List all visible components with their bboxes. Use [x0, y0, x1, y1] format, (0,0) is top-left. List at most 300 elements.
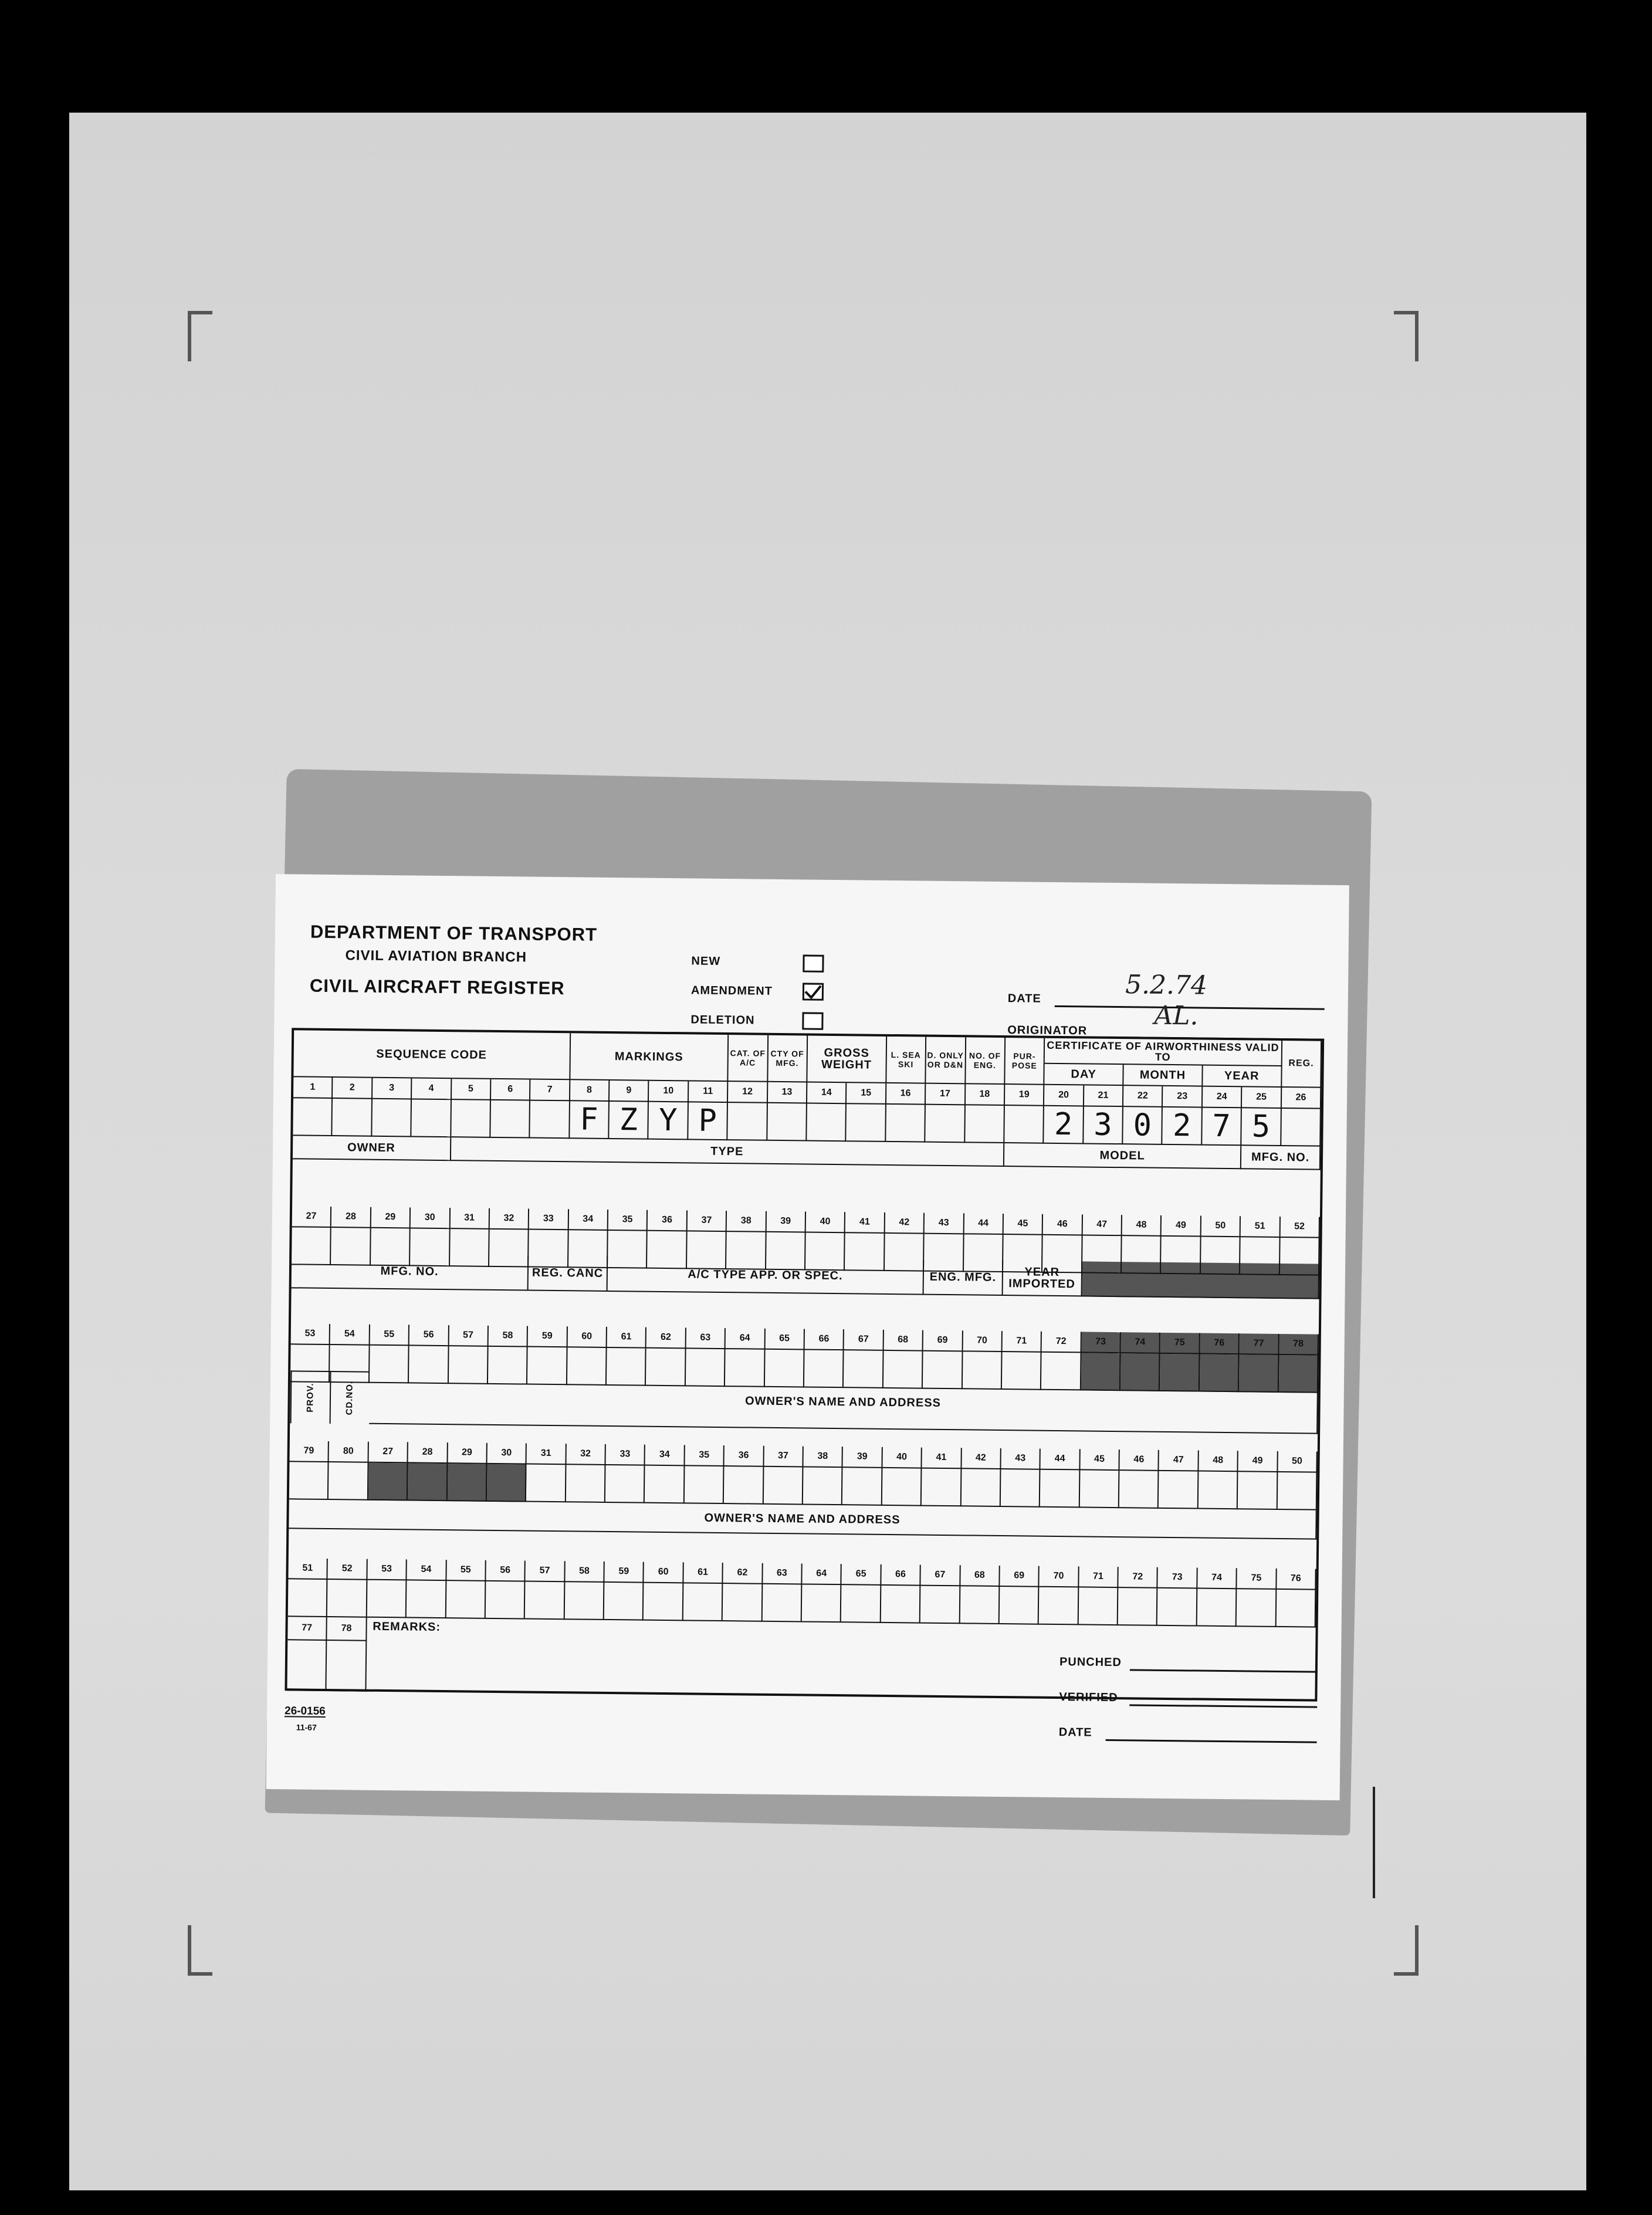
col-number: 67 [920, 1565, 960, 1587]
table-cell[interactable] [530, 1101, 570, 1139]
table-cell[interactable] [803, 1467, 843, 1505]
verified-label: VERIFIED [1059, 1691, 1118, 1705]
table-cell [408, 1463, 448, 1501]
col-number: 74 [1121, 1332, 1161, 1354]
col-number: 17 [926, 1084, 966, 1106]
table-cell[interactable] [687, 1231, 727, 1269]
col-number: 19 [1005, 1085, 1045, 1106]
owners-name-header-1: OWNER'S NAME AND ADDRESS [369, 1371, 1318, 1434]
col-number: 61 [607, 1327, 647, 1349]
col-number: 39 [766, 1211, 806, 1233]
month-header: MONTH [1123, 1065, 1203, 1086]
col-number: 40 [806, 1211, 846, 1233]
col-number: 7 [530, 1080, 570, 1102]
mfg-no-header: MFG. NO. [292, 1253, 529, 1291]
footer-date-underline [1106, 1739, 1317, 1743]
col-number: 62 [723, 1563, 763, 1584]
branch-title: CIVIL AVIATION BRANCH [345, 947, 527, 966]
col-number: 21 [1084, 1085, 1124, 1107]
table-cell[interactable] [410, 1228, 450, 1266]
l-sea-ski-header: L. SEA SKI [886, 1037, 926, 1084]
table-cell[interactable]: F [570, 1101, 610, 1139]
col-number: 68 [960, 1565, 1000, 1587]
table-cell[interactable] [370, 1346, 409, 1384]
table-cell[interactable] [922, 1469, 962, 1507]
table-cell[interactable] [1001, 1469, 1041, 1508]
originator-value[interactable]: AL. [1154, 1000, 1199, 1031]
table-cell[interactable] [525, 1582, 565, 1620]
col-number: 32 [490, 1208, 530, 1230]
table-cell[interactable] [567, 1347, 607, 1386]
table-cell[interactable] [764, 1350, 804, 1388]
option-new-label: NEW [691, 954, 721, 968]
table-cell[interactable] [293, 1098, 333, 1136]
col-number: 32 [566, 1444, 606, 1465]
table-cell[interactable]: 5 [1241, 1108, 1281, 1146]
table-cell[interactable] [1118, 1588, 1158, 1626]
verified-underline [1129, 1704, 1317, 1708]
col-number: 75 [1160, 1333, 1200, 1354]
department-title: DEPARTMENT OF TRANSPORT [310, 921, 598, 945]
table-cell[interactable] [290, 1344, 330, 1383]
table-cell[interactable]: 0 [1123, 1107, 1163, 1145]
table-cell[interactable] [1161, 1237, 1201, 1275]
table-cell[interactable] [763, 1467, 803, 1505]
model-header: MODEL [1004, 1143, 1242, 1169]
table-cell[interactable] [1040, 1470, 1080, 1508]
table-cell[interactable] [1039, 1587, 1079, 1625]
col-number: 42 [962, 1448, 1001, 1469]
table-cell [1200, 1354, 1240, 1393]
table-cell[interactable] [1199, 1472, 1238, 1510]
col-number: 34 [568, 1209, 608, 1231]
col-number: 47 [1082, 1214, 1122, 1236]
col-number: 66 [881, 1564, 921, 1586]
table-cell[interactable] [883, 1351, 923, 1389]
table-cell[interactable]: Y [649, 1102, 689, 1140]
col-number: 22 [1123, 1086, 1163, 1108]
table-cell[interactable] [1002, 1352, 1042, 1390]
table-cell[interactable] [1122, 1236, 1162, 1274]
col-number: 52 [1280, 1217, 1320, 1238]
table-cell[interactable] [886, 1105, 926, 1143]
table-cell[interactable] [728, 1103, 768, 1141]
col-number: 49 [1162, 1215, 1201, 1237]
table-cell[interactable] [1003, 1235, 1043, 1273]
table-cell[interactable] [371, 1228, 411, 1266]
col-number: 2 [333, 1078, 373, 1099]
col-number: 28 [408, 1442, 448, 1464]
col-number: 60 [567, 1326, 607, 1348]
table-cell[interactable] [1276, 1590, 1316, 1628]
col-number: 31 [527, 1444, 567, 1465]
col-number: 30 [411, 1207, 451, 1229]
register-card [266, 874, 1349, 1800]
table-cell [1278, 1355, 1318, 1393]
col-number: 77 [1240, 1333, 1279, 1355]
col-number: 69 [923, 1330, 963, 1352]
table-cell[interactable] [726, 1232, 766, 1270]
col-number: 70 [963, 1330, 1003, 1352]
originator-label: ORIGINATOR [1007, 1024, 1088, 1038]
col-number: 52 [328, 1559, 368, 1580]
table-cell[interactable] [965, 1105, 1005, 1143]
col-number: 61 [683, 1562, 723, 1584]
option-deletion-label: DELETION [690, 1013, 755, 1027]
col-number: 43 [1001, 1448, 1041, 1470]
col-number: 76 [1277, 1569, 1316, 1590]
col-number: 78 [327, 1617, 367, 1641]
col-number: 71 [1079, 1566, 1119, 1588]
certificate-header: CERTIFICATE OF AIRWORTHINESS VALID TO [1045, 1038, 1282, 1066]
col-number: 67 [844, 1329, 884, 1351]
col-number: 12 [728, 1082, 768, 1103]
crop-mark-bottom-left [188, 1925, 212, 1976]
reg-header: REG. [1282, 1041, 1322, 1088]
col-number: 69 [1000, 1566, 1040, 1587]
markings-header: MARKINGS [570, 1033, 729, 1082]
col-number: 10 [649, 1081, 689, 1103]
cd-no-header: CD.NO. [330, 1371, 370, 1424]
table-cell[interactable] [881, 1586, 920, 1624]
table-cell[interactable] [1277, 1472, 1317, 1510]
col-number: 65 [765, 1329, 805, 1350]
table-cell[interactable] [289, 1462, 329, 1500]
table-cell[interactable] [1201, 1237, 1241, 1275]
remarks-label: REMARKS: [373, 1620, 441, 1634]
col-number: 31 [450, 1208, 490, 1230]
col-number: 55 [446, 1560, 486, 1581]
table-cell [447, 1464, 487, 1502]
table-cell[interactable] [488, 1347, 528, 1385]
col-number: 46 [1043, 1214, 1083, 1236]
table-cell[interactable] [527, 1347, 567, 1386]
cty-header: CTY OF MFG. [768, 1035, 808, 1083]
table-cell[interactable] [1240, 1237, 1280, 1275]
col-number: 9 [610, 1081, 649, 1102]
col-number: 64 [802, 1563, 842, 1585]
sequence-code-header: SEQUENCE CODE [293, 1030, 570, 1080]
gross-weight-header: GROSS WEIGHT [807, 1036, 887, 1083]
table-cell[interactable] [963, 1234, 1003, 1272]
col-number: 76 [1200, 1333, 1240, 1355]
table-cell[interactable] [842, 1468, 882, 1506]
table-cell[interactable] [288, 1579, 328, 1617]
col-number: 46 [1119, 1449, 1159, 1471]
col-number: 28 [331, 1207, 371, 1228]
col-number: 4 [412, 1078, 452, 1100]
col-number: 55 [370, 1325, 409, 1346]
table-cell[interactable]: 3 [1084, 1106, 1123, 1144]
col-number: 53 [367, 1559, 407, 1581]
option-new-checkbox[interactable] [803, 954, 824, 972]
col-number: 74 [1197, 1568, 1237, 1590]
table-cell[interactable] [723, 1584, 763, 1622]
mfg-no-header-top: MFG. NO. [1241, 1146, 1321, 1170]
form-number: 26-0156 [284, 1705, 326, 1718]
col-number: 35 [608, 1210, 648, 1231]
table-cell[interactable] [925, 1105, 965, 1143]
col-number: 50 [1278, 1451, 1318, 1473]
table-cell[interactable]: 2 [1163, 1108, 1203, 1146]
type-header: TYPE [451, 1137, 1004, 1167]
table-cell[interactable] [1237, 1589, 1277, 1627]
col-number: 73 [1081, 1332, 1121, 1353]
table-cell[interactable] [446, 1581, 486, 1619]
table-cell[interactable] [407, 1580, 446, 1618]
register-grid [285, 1028, 1324, 1701]
col-number: 70 [1040, 1566, 1079, 1588]
crop-mark-top-right [1394, 311, 1419, 361]
col-number: 35 [685, 1445, 725, 1466]
table-cell[interactable] [327, 1580, 367, 1618]
col-number: 42 [885, 1213, 925, 1234]
table-cell[interactable] [647, 1231, 687, 1269]
col-number: 45 [1004, 1214, 1044, 1235]
col-number: 71 [1002, 1331, 1042, 1353]
crop-mark-bottom-right [1394, 1925, 1419, 1976]
reg-canc-header: REG. CANC [529, 1256, 608, 1292]
col-number: 36 [725, 1445, 764, 1467]
col-number: 30 [487, 1443, 527, 1465]
col-number: 60 [644, 1562, 684, 1584]
col-number: 58 [489, 1326, 529, 1347]
table-cell[interactable] [1082, 1235, 1122, 1274]
table-cell [1239, 1354, 1279, 1393]
col-number: 57 [449, 1325, 489, 1347]
col-number: 63 [763, 1563, 803, 1585]
table-cell[interactable] [685, 1466, 725, 1504]
col-number: 59 [528, 1326, 568, 1348]
table-cell[interactable] [1197, 1589, 1237, 1627]
table-cell[interactable] [724, 1466, 764, 1505]
col-number: 65 [842, 1564, 882, 1586]
purpose-header: PUR- POSE [1005, 1038, 1045, 1085]
table-cell[interactable] [607, 1348, 646, 1386]
col-number: 8 [570, 1080, 610, 1102]
table-cell[interactable] [331, 1228, 371, 1266]
col-number: 49 [1238, 1451, 1278, 1472]
col-number: 72 [1118, 1567, 1158, 1589]
col-number: 64 [726, 1328, 766, 1350]
col-number: 34 [645, 1445, 685, 1466]
table-cell[interactable] [1280, 1238, 1320, 1276]
table-cell[interactable] [287, 1640, 327, 1691]
col-number: 73 [1158, 1567, 1198, 1589]
table-cell[interactable] [762, 1584, 802, 1623]
col-number: 38 [803, 1446, 843, 1468]
col-number: 33 [529, 1209, 569, 1231]
table-cell[interactable] [845, 1233, 885, 1271]
table-cell[interactable] [372, 1099, 412, 1137]
table-cell[interactable] [605, 1465, 645, 1503]
table-cell[interactable] [1159, 1471, 1199, 1509]
col-number: 53 [291, 1323, 331, 1345]
footer-date-label: DATE [1058, 1726, 1092, 1739]
table-cell[interactable] [841, 1585, 881, 1623]
table-cell[interactable] [448, 1346, 488, 1384]
col-number: 15 [847, 1083, 886, 1105]
day-header: DAY [1045, 1064, 1124, 1086]
table-cell[interactable] [802, 1584, 842, 1623]
option-amendment-checkbox[interactable] [803, 983, 824, 1000]
table-cell[interactable] [805, 1232, 845, 1271]
no-eng-header: NO. OF ENG. [966, 1037, 1006, 1085]
prov-header: PROV. [290, 1370, 330, 1424]
table-cell[interactable] [526, 1465, 566, 1503]
col-number: 78 [1279, 1334, 1319, 1356]
col-number: 1 [293, 1077, 333, 1099]
col-number: 39 [843, 1447, 883, 1468]
col-number: 40 [882, 1447, 922, 1469]
table-cell[interactable] [962, 1352, 1002, 1390]
col-number: 11 [689, 1081, 729, 1103]
col-number: 48 [1199, 1451, 1238, 1472]
table-cell[interactable]: 7 [1202, 1108, 1242, 1146]
col-number: 50 [1201, 1216, 1241, 1238]
year-imported-header: YEAR IMPORTED [1003, 1261, 1082, 1296]
form-title: CIVIL AIRCRAFT REGISTER [309, 975, 565, 999]
col-number: 29 [371, 1207, 411, 1229]
table-cell [1120, 1353, 1160, 1391]
col-number: 3 [373, 1078, 412, 1100]
table-cell[interactable] [329, 1462, 368, 1501]
table-cell[interactable] [960, 1586, 1000, 1624]
table-cell[interactable] [566, 1465, 605, 1503]
table-cell[interactable] [766, 1232, 806, 1271]
col-number: 37 [688, 1210, 727, 1232]
table-cell[interactable] [644, 1583, 683, 1621]
table-cell[interactable] [844, 1350, 883, 1388]
table-cell[interactable] [1042, 1235, 1082, 1274]
ac-type-app-header: A/C TYPE APP. OR SPEC. [608, 1256, 925, 1295]
col-number: 24 [1203, 1087, 1243, 1109]
punched-label: PUNCHED [1059, 1655, 1122, 1669]
table-cell[interactable] [1079, 1470, 1119, 1508]
col-number: 45 [1080, 1449, 1120, 1471]
date-label: DATE [1007, 992, 1041, 1005]
table-cell[interactable] [1281, 1109, 1321, 1147]
check-mark-icon [804, 984, 822, 998]
table-cell[interactable] [725, 1349, 765, 1387]
table-cell[interactable] [920, 1586, 960, 1624]
eng-mfg-header: ENG. MFG. [924, 1260, 1003, 1296]
table-cell[interactable] [767, 1103, 807, 1142]
table-cell[interactable] [961, 1469, 1001, 1507]
cat-header: CAT. OF A/C [729, 1035, 769, 1082]
table-cell[interactable] [646, 1349, 686, 1387]
crop-mark-top-left [188, 311, 212, 361]
table-cell[interactable] [885, 1234, 925, 1272]
table-cell[interactable] [882, 1468, 922, 1506]
table-cell[interactable] [604, 1583, 644, 1621]
col-number: 6 [491, 1079, 531, 1101]
col-number: 54 [407, 1559, 447, 1581]
col-number: 54 [330, 1324, 370, 1346]
col-number: 41 [922, 1448, 962, 1469]
table-cell[interactable] [1004, 1106, 1044, 1144]
table-cell[interactable] [645, 1466, 685, 1504]
col-number: 5 [452, 1079, 492, 1100]
col-number: 13 [768, 1082, 808, 1104]
table-cell[interactable] [330, 1345, 370, 1383]
table-cell[interactable] [804, 1350, 844, 1388]
table-cell[interactable] [1000, 1587, 1040, 1625]
option-deletion-checkbox[interactable] [802, 1012, 823, 1029]
table-cell[interactable] [847, 1104, 886, 1142]
table-cell[interactable] [1238, 1472, 1278, 1510]
col-number: 47 [1159, 1450, 1199, 1472]
col-number: 14 [807, 1083, 847, 1105]
table-cell[interactable] [411, 1099, 451, 1137]
col-number: 59 [604, 1562, 644, 1583]
col-number: 25 [1242, 1087, 1282, 1109]
col-number: 29 [448, 1442, 488, 1464]
table-cell[interactable]: P [688, 1102, 728, 1140]
table-cell[interactable] [1078, 1587, 1118, 1625]
table-cell[interactable] [451, 1100, 491, 1138]
table-cell[interactable] [292, 1227, 331, 1265]
table-cell[interactable] [333, 1099, 373, 1137]
table-cell[interactable] [529, 1230, 568, 1268]
table-cell[interactable] [683, 1583, 723, 1621]
date-value[interactable]: 5.2.74 [1125, 970, 1208, 1001]
table-cell[interactable] [807, 1104, 847, 1142]
col-number: 62 [646, 1327, 686, 1349]
table-cell [368, 1463, 408, 1501]
col-number: 44 [964, 1213, 1004, 1235]
table-cell[interactable] [923, 1352, 963, 1390]
col-number: 23 [1163, 1086, 1203, 1108]
table-cell[interactable] [1157, 1589, 1197, 1627]
col-number: 77 [287, 1617, 327, 1641]
table-cell[interactable] [564, 1582, 604, 1620]
owner-header: OWNER [293, 1136, 451, 1161]
col-number: 79 [290, 1441, 330, 1462]
owners-name-header-2: OWNER'S NAME AND ADDRESS [289, 1499, 1316, 1539]
table-cell[interactable] [608, 1231, 648, 1269]
col-number: 63 [686, 1327, 726, 1349]
edge-line [1373, 1787, 1375, 1898]
table-cell[interactable] [486, 1581, 526, 1620]
table-cell[interactable] [327, 1641, 367, 1692]
col-number: 56 [486, 1560, 526, 1582]
col-number: 36 [648, 1210, 688, 1232]
table-cell[interactable] [1119, 1471, 1159, 1509]
option-amendment-label: AMENDMENT [690, 984, 773, 998]
table-cell[interactable] [409, 1346, 449, 1384]
table-cell[interactable] [568, 1230, 608, 1268]
col-number: 51 [288, 1558, 328, 1580]
col-number: 18 [965, 1084, 1005, 1106]
table-cell[interactable] [924, 1234, 964, 1272]
table-cell[interactable] [367, 1580, 407, 1618]
table-cell[interactable]: Z [609, 1102, 649, 1140]
col-number: 41 [845, 1212, 885, 1234]
table-cell [1081, 1353, 1121, 1391]
table-cell[interactable] [489, 1230, 529, 1268]
col-number: 75 [1237, 1568, 1277, 1590]
col-number: 27 [292, 1206, 332, 1228]
table-cell[interactable]: 2 [1044, 1106, 1084, 1144]
table-cell[interactable] [686, 1349, 726, 1387]
col-number: 80 [329, 1441, 369, 1463]
table-cell[interactable] [1041, 1353, 1081, 1391]
col-number: 33 [606, 1444, 646, 1466]
table-cell[interactable] [450, 1229, 490, 1267]
col-number: 20 [1044, 1085, 1084, 1107]
table-cell[interactable] [490, 1100, 530, 1139]
